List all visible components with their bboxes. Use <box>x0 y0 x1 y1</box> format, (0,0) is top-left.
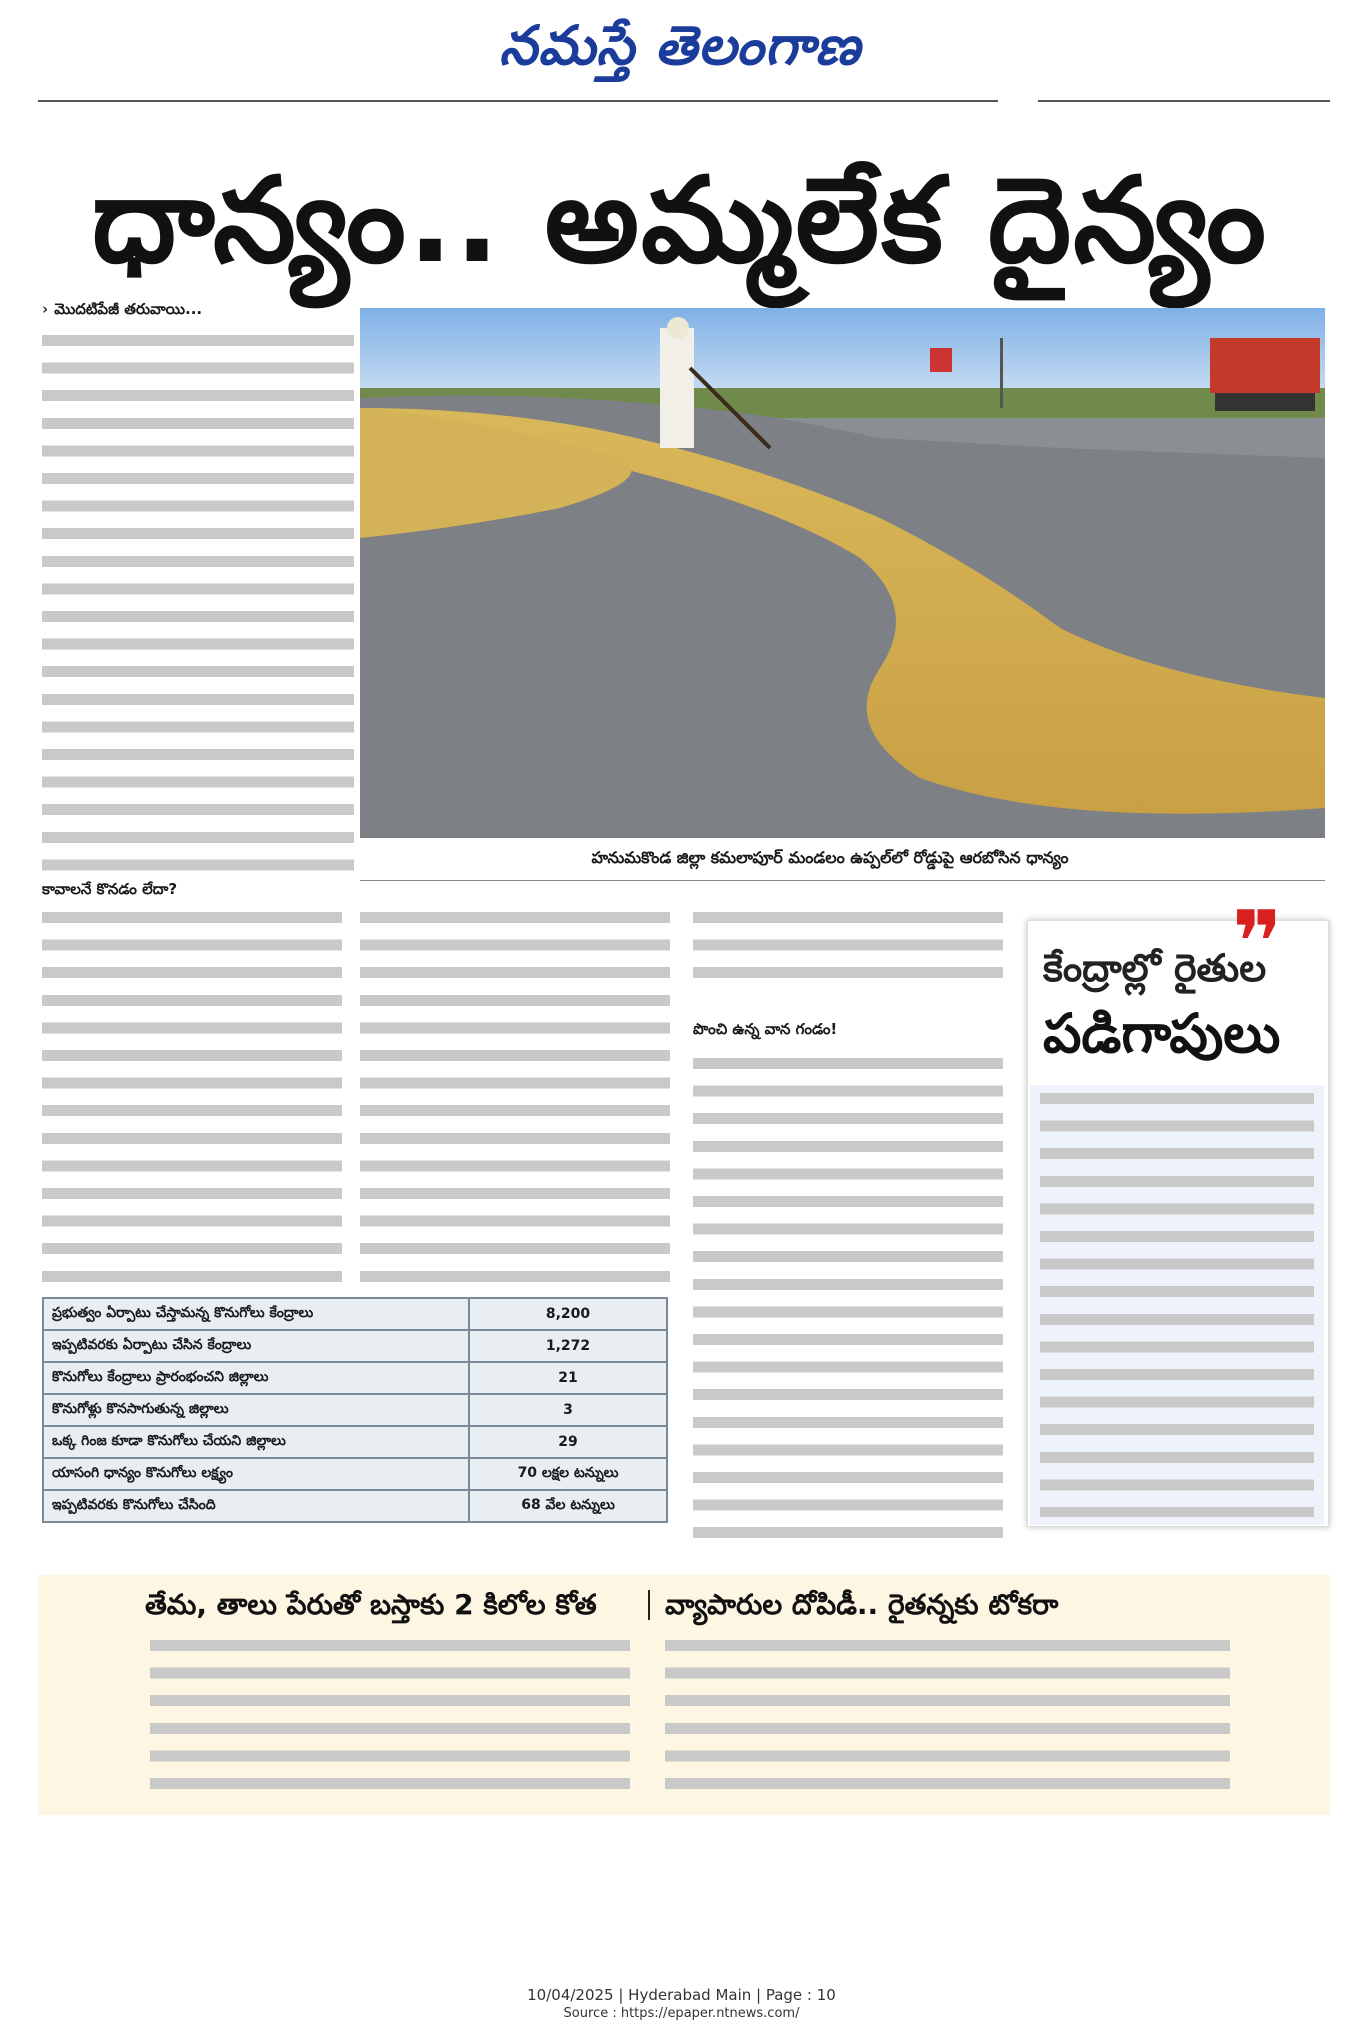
table-row <box>43 1458 667 1490</box>
bottom-left-title: తేమ, తాలు పేరుతో బస్తాకు 2 కిలోల కోత <box>145 1588 597 1621</box>
kicker <box>42 300 202 322</box>
table-value: 3 <box>469 1394 667 1426</box>
table-row <box>43 1362 667 1394</box>
table-row <box>43 1394 667 1426</box>
bottom-title-divider <box>648 1590 650 1620</box>
table-label: ఒక్క గింజ కూడా కొనుగోలు చేయని జిల్లాలు <box>43 1426 469 1458</box>
bottom-right-body <box>665 1640 1230 1800</box>
article-body-column-4a <box>693 912 1003 990</box>
table-label: ప్రభుత్వం ఏర్పాటు చేస్తామన్న కొనుగోలు కేంద్రాలు <box>43 1298 469 1330</box>
masthead-rule-left <box>38 100 998 102</box>
table-label: యాసంగి ధాన్యం కొనుగోలు లక్ష్యం <box>43 1458 469 1490</box>
footer-date-line: 10/04/2025 | Hyderabad Main | Page : 10 <box>527 1986 836 2004</box>
table-value: 8,200 <box>469 1298 667 1330</box>
article-body-column-1 <box>42 335 354 875</box>
article-body-column-2 <box>42 912 342 1282</box>
headline: ధాన్యం.. అమ్మలేక దైన్యం <box>91 151 1269 289</box>
table-value: 70 లక్షల టన్నులు <box>469 1458 667 1490</box>
table-value: 21 <box>469 1362 667 1394</box>
bottom-right-title: వ్యాపారుల దోపిడీ.. రైతన్నకు టోకరా <box>665 1588 1059 1621</box>
sidebar-title-line1: కేంద్రాల్లో రైతుల <box>1043 946 1267 990</box>
bottom-left-body <box>150 1640 630 1800</box>
sidebar-body <box>1030 1085 1324 1525</box>
sidebar-title-line2: పడిగాపులు <box>1043 1002 1281 1065</box>
article-body-column-3 <box>360 912 670 1282</box>
table-value: 1,272 <box>469 1330 667 1362</box>
table-row <box>43 1298 667 1330</box>
footer-source-line: Source : https://epaper.ntnews.com/ <box>563 2006 800 2021</box>
table-value: 68 వేల టన్నులు <box>469 1490 667 1522</box>
table-row <box>43 1426 667 1458</box>
kicker-text: మొదటిపేజీ తరువాయి... <box>54 300 203 318</box>
table-value: 29 <box>469 1426 667 1458</box>
quote-icon: ❞ <box>1232 893 1283 993</box>
subhead-left: కావాలనే కొనడం లేదా? <box>42 880 178 898</box>
masthead-rule-right <box>1038 100 1330 102</box>
chevron-right-icon: › <box>42 300 49 318</box>
table-row <box>43 1490 667 1522</box>
article-body-column-4b <box>693 1058 1003 1548</box>
table-label: ఇప్పటివరకు ఏర్పాటు చేసిన కేంద్రాలు <box>43 1330 469 1362</box>
sidebar-body-text <box>1040 1093 1314 1517</box>
table-row <box>43 1330 667 1362</box>
photo-caption: హనుమకొండ జిల్లా కమలాపూర్ మండలం ఉప్పల్‌లో రోడ్డుపై ఆరబోసిన ధాన్యం <box>591 848 1069 867</box>
table-label: ఇప్పటివరకు కొనుగోలు చేసింది <box>43 1490 469 1522</box>
masthead-logo: నమస్తే తెలంగాణ <box>499 14 861 77</box>
caption-rule <box>360 880 1325 881</box>
subhead-right: పొంచి ఉన్న వాన గండం! <box>693 1020 838 1038</box>
table-label: కొనుగోళ్లు కొనసాగుతున్న జిల్లాలు <box>43 1394 469 1426</box>
stats-table <box>42 1297 668 1523</box>
table-label: కొనుగోలు కేంద్రాలు ప్రారంభంచని జిల్లాలు <box>43 1362 469 1394</box>
article-photo <box>360 308 1325 838</box>
